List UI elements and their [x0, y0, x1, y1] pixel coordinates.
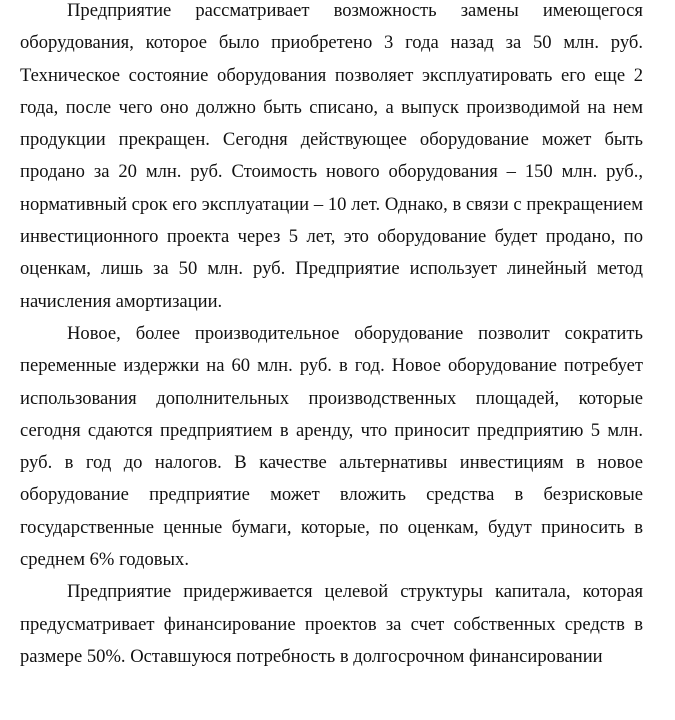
paragraph-1: Предприятие рассматривает возможность замены имеющегося оборудования, которое было приобретено 3 года назад за 50 млн. руб. Техническое состояние оборудования позволяет эксплуатировать его еще 2 года, после чего оно должно быть списано, а выпуск производимой на нем продукции прекращен. Сегодня действующее оборудование может быть продано за 20 млн. руб. Стоимость нового оборудования – 150 млн. руб., нормативный срок его эксплуатации – 10 лет. Однако, в связи с прекращением инвестиционного проекта через 5 лет, это оборудование будет продано, по оценкам, лишь за 50 млн. руб. Предприятие использует линейный метод начисления амортизации. [20, 0, 643, 312]
document-page [20, 0, 643, 673]
paragraph-3: Предприятие придерживается целевой структуры капитала, которая предусматривает финансирование проектов за счет собственных средств в размере 50%. Оставшуюся потребность в долгосрочном финансировании [20, 581, 643, 667]
paragraph-2: Новое, более производительное оборудование позволит сократить переменные издержки на 60 млн. руб. в год. Новое оборудование потребует использования дополнительных производственных площадей, которые сегодня сдаются предприятием в аренду, что приносит предприятию 5 млн. руб. в год до налогов. В качестве альтернативы инвестициям в новое оборудование предприятие может вложить средства в безрисковые государственные ценные бумаги, которые, по оценкам, будут приносить в среднем 6% годовых. [20, 322, 643, 571]
